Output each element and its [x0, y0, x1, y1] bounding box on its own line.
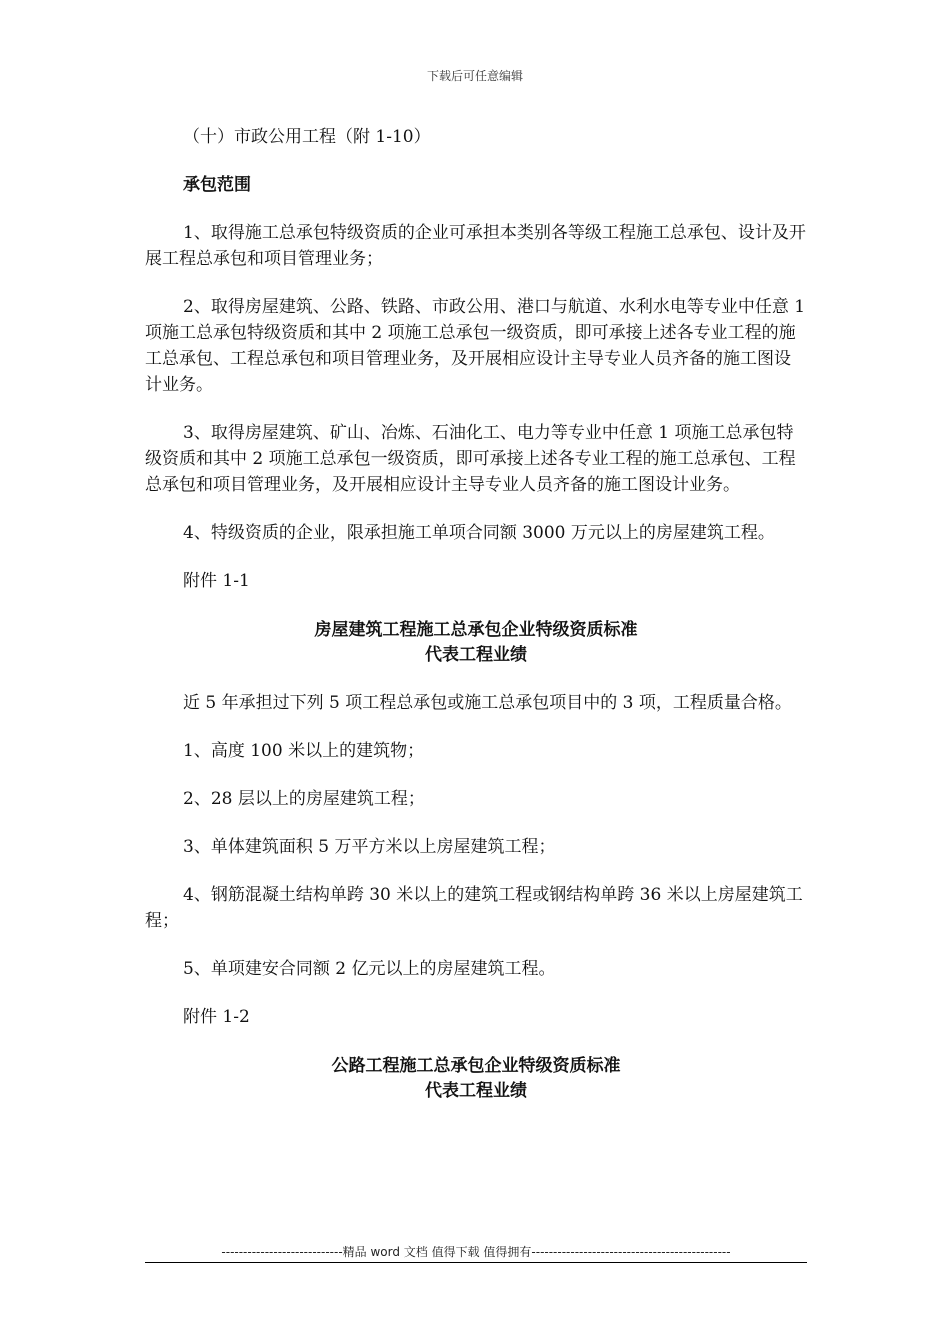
achievement-item: 5、单项建安合同额 2 亿元以上的房屋建筑工程。 [183, 959, 556, 979]
scope-item: 1、取得施工总承包特级资质的企业可承担本类别各等级工程施工总承包、设计及开展工程总承包和项目管理业务； [145, 223, 806, 269]
document-body [145, 124, 807, 1104]
header-note: 下载后可任意编辑 [426, 69, 523, 83]
achievement-item: 1、高度 100 米以上的建筑物； [183, 741, 425, 761]
scope-item: 2、取得房屋建筑、公路、铁路、市政公用、港口与航道、水利水电等专业中任意 1 项施工总承包特级资质和其中 2 项施工总承包一级资质，即可承接上述各专业工程的施工总承包、工程总承包和项目管理业务，及开展相应设计主导专业人员齐备的施工图设计业务。 [145, 297, 806, 395]
footer-divider [145, 1262, 807, 1263]
appendix-title: 房屋建筑工程施工总承包企业特级资质标准 [314, 620, 638, 640]
achievement-item: 4、钢筋混凝土结构单跨 30 米以上的建筑工程或钢结构单跨 36 米以上房屋建筑工程； [145, 885, 803, 931]
section-title: （十）市政公用工程（附 1-10） [183, 127, 431, 147]
achievement-item: 3、单体建筑面积 5 万平方米以上房屋建筑工程； [183, 837, 556, 857]
achievement-item: 2、28 层以上的房屋建筑工程； [183, 789, 425, 809]
scope-heading: 承包范围 [183, 175, 251, 195]
appendix-label: 附件 1-2 [183, 1007, 250, 1027]
scope-item: 4、特级资质的企业，限承担施工单项合同额 3000 万元以上的房屋建筑工程。 [183, 523, 775, 543]
footer-note: ----------------------------精品 word 文档 值得下载 值得拥有---------------------------------------------- [221, 1245, 731, 1259]
appendix-title: 公路工程施工总承包企业特级资质标准 [331, 1056, 621, 1076]
appendix-label: 附件 1-1 [183, 571, 250, 591]
scope-item: 3、取得房屋建筑、矿山、冶炼、石油化工、电力等专业中任意 1 项施工总承包特级资质和其中 2 项施工总承包一级资质，即可承接上述各专业工程的施工总承包、工程总承包和项目管理业务，及开展相应设计主导专业人员齐备的施工图设计业务。 [145, 423, 796, 495]
appendix-subtitle: 代表工程业绩 [425, 1081, 527, 1101]
appendix-subtitle: 代表工程业绩 [425, 645, 527, 665]
appendix-intro: 近 5 年承担过下列 5 项工程总承包或施工总承包项目中的 3 项，工程质量合格。 [183, 693, 792, 713]
